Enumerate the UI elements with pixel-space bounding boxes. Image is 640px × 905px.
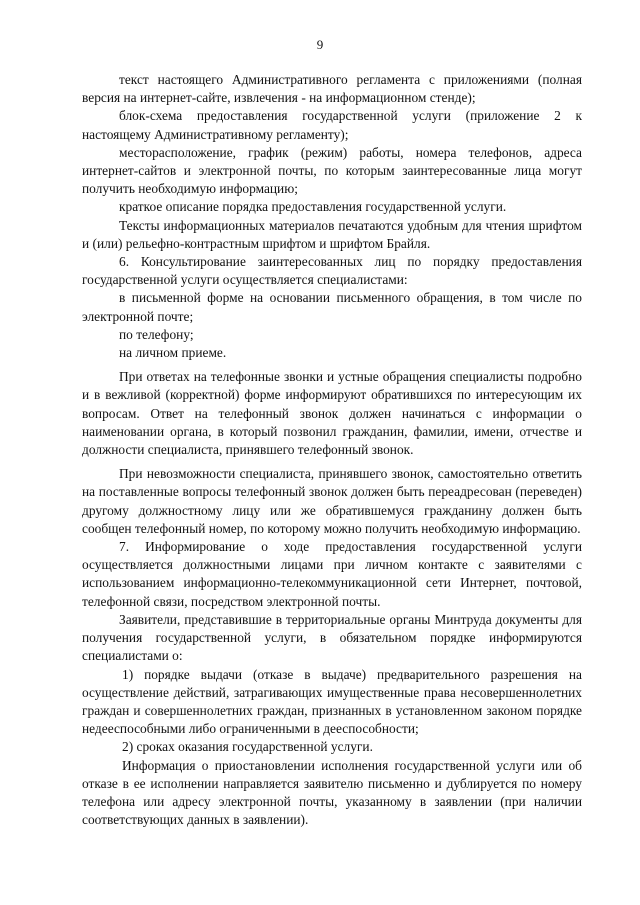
paragraph-by-phone: по телефону; [119,326,194,342]
paragraph-phone-answers: При ответах на телефонные звонки и устные обращения специалисты подробно и в вежливой (корректной) форме информируют обратившихся по интересующим их вопросам. Ответ на телефонный звонок должен начинаться с информации о наименовании органа, в который позвонил гражданин, фамилии, имени, отчестве и должности специалиста, принявшего телефонный звонок. [82,369,582,458]
paragraph-in-person: на личном приеме. [119,345,227,361]
paragraph-short-description: краткое описание порядка предоставления государственной услуги. [119,199,507,215]
paragraph-regulation-text: текст настоящего Административного регламента с приложениями (полная версия на интернет-сайте, извлечения - на информационном стенде); [82,72,582,106]
document-body [82,71,582,829]
paragraph-consulting-item-6: 6. Консультирование заинтересованных лиц по порядку предоставления государственной услуги осуществляется специалистами: [82,254,582,288]
paragraph-location-schedule: месторасположение, график (режим) работы, номера телефонов, адреса интернет-сайтов и электронной почты, по которым заинтересованные лица могут получить необходимую информацию; [82,144,582,197]
paragraph-flowchart: блок-схема предоставления государственной услуги (приложение 2 к настоящему Административному регламенту); [82,108,582,142]
paragraph-info-materials-font: Тексты информационных материалов печатаются удобным для чтения шрифтом и (или) рельефно-контрастным шрифтом и шрифтом Брайля. [82,217,582,251]
paragraph-applicants: Заявители, представившие в территориальные органы Минтруда документы для получения государственной услуги, в обязательном порядке информируются специалистами о: [82,611,582,664]
paragraph-informing-item-7: 7. Информирование о ходе предоставления государственной услуги осуществляется должностными лицами при личном контакте с заявителями с использованием информационно-телекоммуникационной сети Интернет, почтовой, телефонной связи, посредством электронной почты. [82,539,582,609]
paragraph-call-redirect: При невозможности специалиста, принявшего звонок, самостоятельно ответить на поставленные вопросы телефонный звонок должен быть переадресован (переведен) другому должностному лицу или же обратившемуся гражданину должен быть сообщен телефонный номер, по которому можно получить необходимую информацию. [82,466,582,536]
paragraph-suspension-info: Информация о приостановлении исполнения государственной услуги или об отказе в ее исполнении направляется заявителю письменно и дублируется по номеру телефона или адресу электронной почты, указанному в заявлении (при наличии соответствующих данных в заявлении). [82,757,582,828]
paragraph-list-item-1: 1) порядке выдачи (отказе в выдаче) предварительного разрешения на осуществление действий, затрагивающих имущественные права несовершеннолетних граждан и совершеннолетних граждан, признанных в установленном законом порядке недееспособными либо ограниченными в дееспособности; [82,666,582,737]
page-number: 9 [316,37,324,52]
paragraph-list-item-2: 2) сроках оказания государственной услуги. [122,739,373,755]
paragraph-written-form: в письменной форме на основании письменного обращения, в том числе по электронной почте; [82,290,582,324]
